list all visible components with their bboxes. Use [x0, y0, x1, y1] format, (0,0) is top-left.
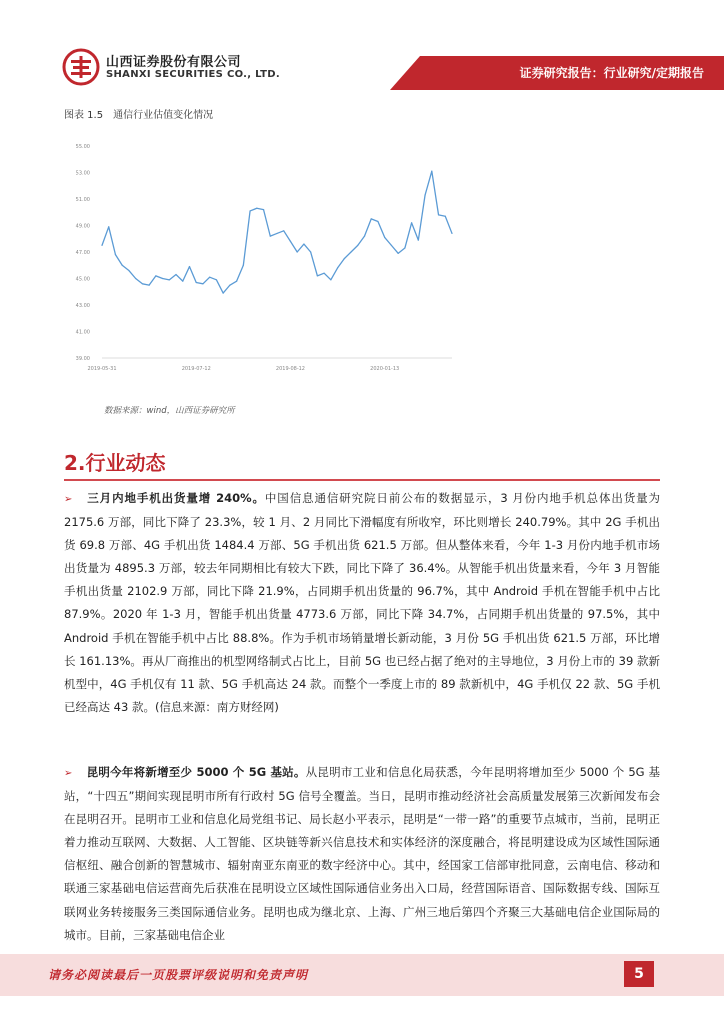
data-point [128, 270, 129, 271]
data-point [101, 245, 102, 246]
data-point [189, 266, 190, 267]
data-point [216, 279, 217, 280]
y-tick-label: 45.00 [75, 276, 90, 283]
data-point [424, 194, 425, 195]
figure-label: 图表 1.5 [64, 110, 104, 121]
company-name-en: SHANXI SECURITIES CO., LTD. [106, 69, 280, 80]
data-point [236, 281, 237, 282]
data-point [283, 230, 284, 231]
data-point [182, 281, 183, 282]
series-line [102, 171, 452, 293]
y-tick-label: 51.00 [75, 197, 90, 203]
x-tick-label: 2019-05-31 [87, 366, 117, 372]
data-point [330, 279, 331, 280]
data-point [384, 237, 385, 238]
logo-emblem-icon [62, 48, 100, 86]
data-point [196, 282, 197, 283]
data-point [202, 283, 203, 284]
data-point [411, 222, 412, 223]
data-point [303, 243, 304, 244]
data-point [135, 278, 136, 279]
section-divider [64, 479, 660, 481]
news-headline: 昆明今年将新增至少 5000 个 5G 基站。 [86, 765, 306, 779]
y-tick-label: 41.00 [75, 329, 90, 336]
data-point [175, 274, 176, 275]
news-paragraph [64, 761, 660, 947]
data-point [418, 239, 419, 240]
report-type-label: 证券研究报告：行业研究/定期报告 [519, 66, 704, 80]
bullet-arrow-icon: ➢ [64, 768, 73, 779]
data-point [256, 208, 257, 209]
data-point [249, 210, 250, 211]
bullet-arrow-icon: ➢ [64, 494, 73, 505]
company-logo [62, 48, 280, 88]
page-header [0, 0, 724, 100]
news-headline: 三月内地手机出货量增 240%。 [86, 491, 265, 505]
y-axis [76, 144, 90, 362]
data-point [438, 214, 439, 215]
data-point [155, 275, 156, 276]
data-point [445, 216, 446, 217]
company-name-cn: 山西证券股份有限公司 [106, 55, 242, 70]
data-point [371, 218, 372, 219]
data-point [162, 278, 163, 279]
y-tick-label: 53.00 [75, 170, 90, 177]
data-point [317, 275, 318, 276]
data-point [404, 247, 405, 248]
data-point [149, 285, 150, 286]
data-point [229, 285, 230, 286]
figure-title [64, 106, 213, 121]
series-points [101, 171, 452, 294]
y-tick-label: 39.00 [75, 356, 90, 362]
x-tick-label: 2019-08-12 [275, 366, 305, 372]
data-point [142, 283, 143, 284]
data-point [263, 209, 264, 210]
data-point [357, 245, 358, 246]
data-point [108, 226, 109, 227]
data-point [377, 221, 378, 222]
y-tick-label: 49.00 [75, 223, 90, 230]
news-body: 中国信息通信研究院日前公布的数据显示，3 月份内地手机总体出货量为 2175.6 万部，同比下降了 23.3%，较 1 月、2 月同比下滑幅度有所收窄，环比则增长 240.79%。其中 2G 手机出货 69.8 万部、4G 手机出货 1484.4 万部、5G 手机出货 621.5 万部。但从整体来看，今年 1-3 月份内地手机市场出货量为 4895.3 万部，较去年同期相比有较大下跌，同比下降了 36.4%。从智能手机出货量来看，今年 3 月智能手机出货量 2102.9 万部，同比下降 21.9%，占同期手机出货量的 96.7%，其中 Android 手机在智能手机中占比 87.9%。2020 年 1-3 月，智能手机出货量 4773.6 万部，同比下降 34.7%，占同期手机出货量的 97.5%，其中 Android 手机在智能手机中占比 88.8%。作为手机市场销量增长新动能，3 月份 5G 手机出货 621.5 万部，环比增长 161.13%。再从厂商推出的机型网络制式占比上，目前 5G 也已经占据了绝对的主导地位，3 月份上市的 39 款新机型中，4G 手机仅有 11 款、5G 手机高达 24 款。而整个一季度上市的 89 款新机中，4G 手机仅 22 款、5G 手机已经高达 43 款。(信息来源：南方财经网) [64, 491, 661, 714]
data-point [290, 241, 291, 242]
section-title: 2.行业动态 [64, 451, 166, 475]
y-tick-label: 43.00 [75, 303, 90, 309]
data-point [337, 267, 338, 268]
x-tick-label: 2019-07-12 [181, 366, 211, 372]
x-tick-label: 2020-01-13 [370, 366, 400, 372]
data-point [115, 254, 116, 255]
data-point [398, 253, 399, 254]
data-point [209, 277, 210, 278]
figure-caption: 通信行业估值变化情况 [113, 110, 214, 121]
y-tick-label: 55.00 [75, 144, 90, 150]
page-number: 5 [634, 966, 644, 982]
valuation-line-chart [60, 130, 460, 376]
data-point [223, 292, 224, 293]
data-point [350, 251, 351, 252]
data-point [364, 236, 365, 237]
data-point [344, 258, 345, 259]
news-body: 从昆明市工业和信息化局获悉，今年昆明将增加至少 5000 个 5G 基站，“十四五”期间实现昆明市所有行政村 5G 信号全覆盖。当日，昆明市推动经济社会高质量发展第三次新闻发布会在昆明召开。昆明市工业和信息化局党组书记、局长赵小平表示，昆明是“一带一路”的重要节点城市，当前，昆明正着力推动互联网、大数据、人工智能、区块链等新兴信息技术和实体经济的深度融合，将昆明建设成为区域性国际通信枢纽、融合创新的智慧城市、辐射南亚东南亚的数字经济中心。其中，经国家工信部审批同意，云南电信、移动和联通三家基础电信运营商先后获准在昆明设立区域性国际通信业务出入口局，经营国际语音、国际数据专线、国际互联网业务转接服务三类国际通信业务。昆明也成为继北京、上海、广州三地后第四个齐聚三大基础电信企业国际局的城市。目前，三家基础电信企业 [64, 765, 660, 942]
data-point [324, 273, 325, 274]
data-point [276, 233, 277, 234]
figure-source: 数据来源：wind，山西证券研究所 [104, 406, 235, 416]
data-point [297, 251, 298, 252]
data-point [169, 279, 170, 280]
news-paragraph [64, 487, 660, 719]
data-point [243, 265, 244, 266]
data-point [451, 233, 452, 234]
disclaimer-notice: 请务必阅读最后一页股票评级说明和免责声明 [48, 968, 309, 982]
data-point [431, 171, 432, 172]
x-axis [87, 366, 399, 372]
y-tick-label: 47.00 [75, 250, 90, 256]
data-point [391, 245, 392, 246]
data-point [122, 265, 123, 266]
data-point [310, 251, 311, 252]
data-point [270, 236, 271, 237]
